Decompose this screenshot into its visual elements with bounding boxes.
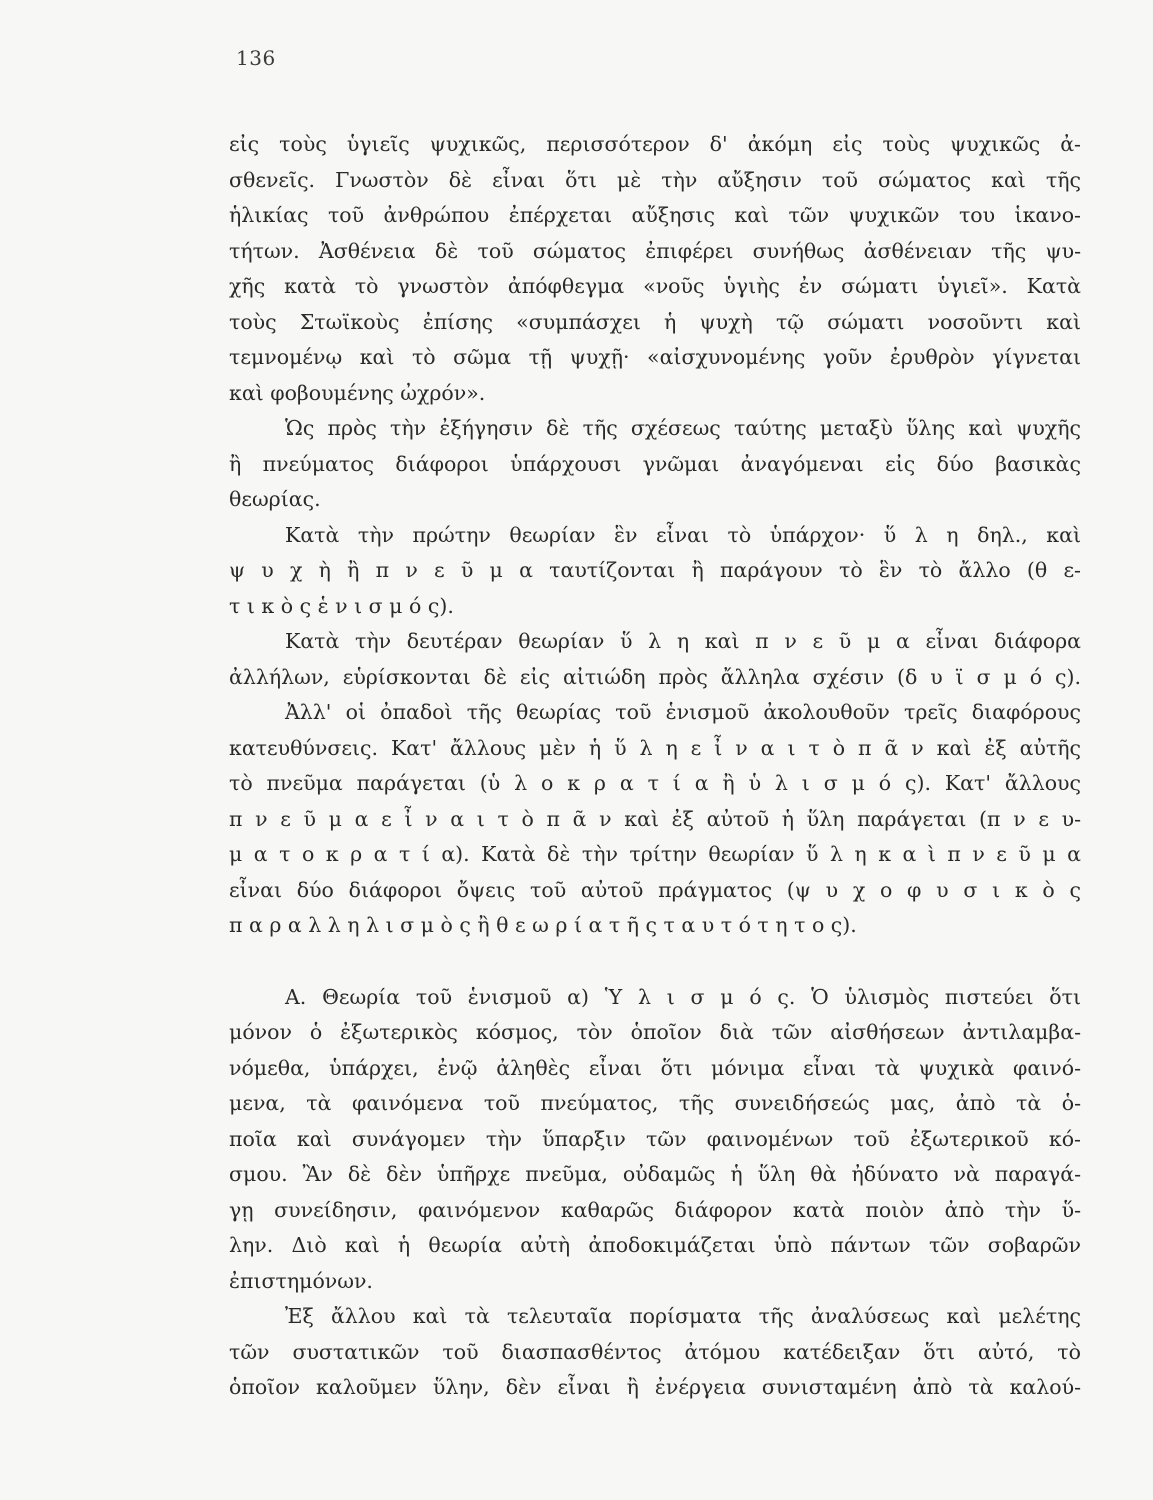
text-line: σθενεῖς. Γνωστὸν δὲ εἶναι ὅτι μὲ τὴν αὔξησιν τοῦ σώματος καὶ τῆς <box>229 167 1081 192</box>
text-line: τεμνομένῳ καὶ τὸ σῶμα τῇ ψυχῇ· «αἰσχυνομένης γοῦν ἐρυθρὸν γίγνεται <box>229 345 1081 369</box>
text-line: κατευθύνσεις. Κατ' ἄλλους μὲν ἡ ὕ λ η ε ἶ ν α ι τ ὸ π ᾶ ν καὶ ἐξ αὐτῆς <box>229 735 1081 760</box>
text-line: τῶν συστατικῶν τοῦ διασπασθέντος ἀτόμου κατέδειξαν ὅτι αὐτό, τὸ <box>229 1339 1081 1364</box>
text-line: ἀλλήλων, εὑρίσκονται δὲ εἰς αἰτιώδη πρὸς ἄλληλα σχέσιν (δ υ ϊ σ μ ό ς). <box>229 664 1081 689</box>
page-body-text <box>229 127 1081 1406</box>
text-line: νόμεθα, ὑπάρχει, ἐνῷ ἀληθὲς εἶναι ὅτι μόνιμα εἶναι τὰ ψυχικὰ φαινό- <box>229 1055 1081 1080</box>
text-line: Ἐξ ἄλλου καὶ τὰ τελευταῖα πορίσματα τῆς ἀναλύσεως καὶ μελέτης <box>285 1304 1081 1328</box>
page-number: 136 <box>236 46 276 70</box>
text-line: τ ι κ ὸ ς ἑ ν ι σ μ ό ς). <box>229 593 454 618</box>
text-line: ἢ πνεύματος διάφοροι ὑπάρχουσι γνῶμαι ἀναγόμεναι εἰς δύο βασικὰς <box>229 451 1081 476</box>
text-line: ἐπιστημόνων. <box>229 1268 373 1293</box>
text-line: ψ υ χ ὴ ἢ π ν ε ῦ μ α ταυτίζονται ἢ παράγουν τὸ ἓν τὸ ἄλλο (θ ε- <box>229 558 1081 582</box>
text-line: Κατὰ τὴν δευτέραν θεωρίαν ὕ λ η καὶ π ν ε ῦ μ α εἶναι διάφορα <box>285 629 1081 653</box>
text-line: καὶ φοβουμένης ὠχρόν». <box>229 380 486 405</box>
text-line: π α ρ α λ λ η λ ι σ μ ὸ ς ἢ θ ε ω ρ ί α τ ῆ ς τ α υ τ ό τ η τ ο ς). <box>229 913 857 937</box>
text-line: μενα, τὰ φαινόμενα τοῦ πνεύματος, τῆς συνειδήσεώς μας, ἀπὸ τὰ ὁ- <box>229 1091 1081 1115</box>
text-line: τοὺς Στωϊκοὺς ἐπίσης «συμπάσχει ἡ ψυχὴ τῷ σώματι νοσοῦντι καὶ <box>229 309 1081 334</box>
text-line: εἶναι δύο διάφοροι ὄψεις τοῦ αὐτοῦ πράγματος (ψ υ χ ο φ υ σ ι κ ὸ ς <box>229 877 1081 902</box>
text-line: π ν ε ῦ μ α ε ἶ ν α ι τ ὸ π ᾶ ν καὶ ἐξ αὐτοῦ ἡ ὕλη παράγεται (π ν ε υ- <box>229 806 1081 831</box>
text-line: λην. Διὸ καὶ ἡ θεωρία αὐτὴ ἀποδοκιμάζεται ὑπὸ πάντων τῶν σοβαρῶν <box>229 1233 1081 1257</box>
text-line: χῆς κατὰ τὸ γνωστὸν ἀπόφθεγμα «νοῦς ὑγιὴς ἐν σώματι ὑγιεῖ». Κατὰ <box>229 274 1081 298</box>
paragraph-gap <box>229 944 1081 980</box>
text-line: μόνον ὁ ἐξωτερικὸς κόσμος, τὸν ὁποῖον διὰ τῶν αἰσθήσεων ἀντιλαμβα- <box>229 1020 1081 1044</box>
text-line: τὸ πνεῦμα παράγεται (ὑ λ ο κ ρ α τ ί α ἢ ὑ λ ι σ μ ό ς). Κατ' ἄλλους <box>229 771 1081 795</box>
text-line: μ α τ ο κ ρ α τ ί α). Κατὰ δὲ τὴν τρίτην θεωρίαν ὕ λ η κ α ὶ π ν ε ῦ μ α <box>229 842 1081 866</box>
text-line: τήτων. Ἀσθένεια δὲ τοῦ σώματος ἐπιφέρει συνήθως ἀσθένειαν τῆς ψυ- <box>229 238 1081 263</box>
text-line: Κατὰ τὴν πρώτην θεωρίαν ἓν εἶναι τὸ ὑπάρχον· ὕ λ η δηλ., καὶ <box>285 522 1081 547</box>
text-line: ποῖα καὶ συνάγομεν τὴν ὕπαρξιν τῶν φαινομένων τοῦ ἐξωτερικοῦ κό- <box>229 1126 1081 1151</box>
text-line: Ὡς πρὸς τὴν ἐξήγησιν δὲ τῆς σχέσεως ταύτης μεταξὺ ὕλης καὶ ψυχῆς <box>285 416 1081 440</box>
text-line: εἰς τοὺς ὑγιεῖς ψυχικῶς, περισσότερον δ' ἀκόμη εἰς τοὺς ψυχικῶς ἀ- <box>229 132 1081 156</box>
text-line: γῃ συνείδησιν, φαινόμενον καθαρῶς διάφορον κατὰ ποιὸν ἀπὸ τὴν ὕ- <box>229 1197 1081 1222</box>
text-line: ἡλικίας τοῦ ἀνθρώπου ἐπέρχεται αὔξησις καὶ τῶν ψυχικῶν του ἱκανο- <box>229 203 1081 227</box>
text-line: ὁποῖον καλοῦμεν ὕλην, δὲν εἶναι ἢ ἐνέργεια συνισταμένη ἀπὸ τὰ καλού- <box>229 1375 1081 1399</box>
text-line: Α. Θεωρία τοῦ ἑνισμοῦ α) Ὑ λ ι σ μ ό ς. Ὁ ὑλισμὸς πιστεύει ὅτι <box>285 984 1081 1009</box>
text-line: σμου. Ἂν δὲ δὲν ὑπῆρχε πνεῦμα, οὐδαμῶς ἡ ὕλη θὰ ἠδύνατο νὰ παραγά- <box>229 1162 1081 1186</box>
text-line: Ἀλλ' οἱ ὀπαδοὶ τῆς θεωρίας τοῦ ἑνισμοῦ ἀκολουθοῦν τρεῖς διαφόρους <box>285 700 1081 724</box>
text-line: θεωρίας. <box>229 487 321 511</box>
